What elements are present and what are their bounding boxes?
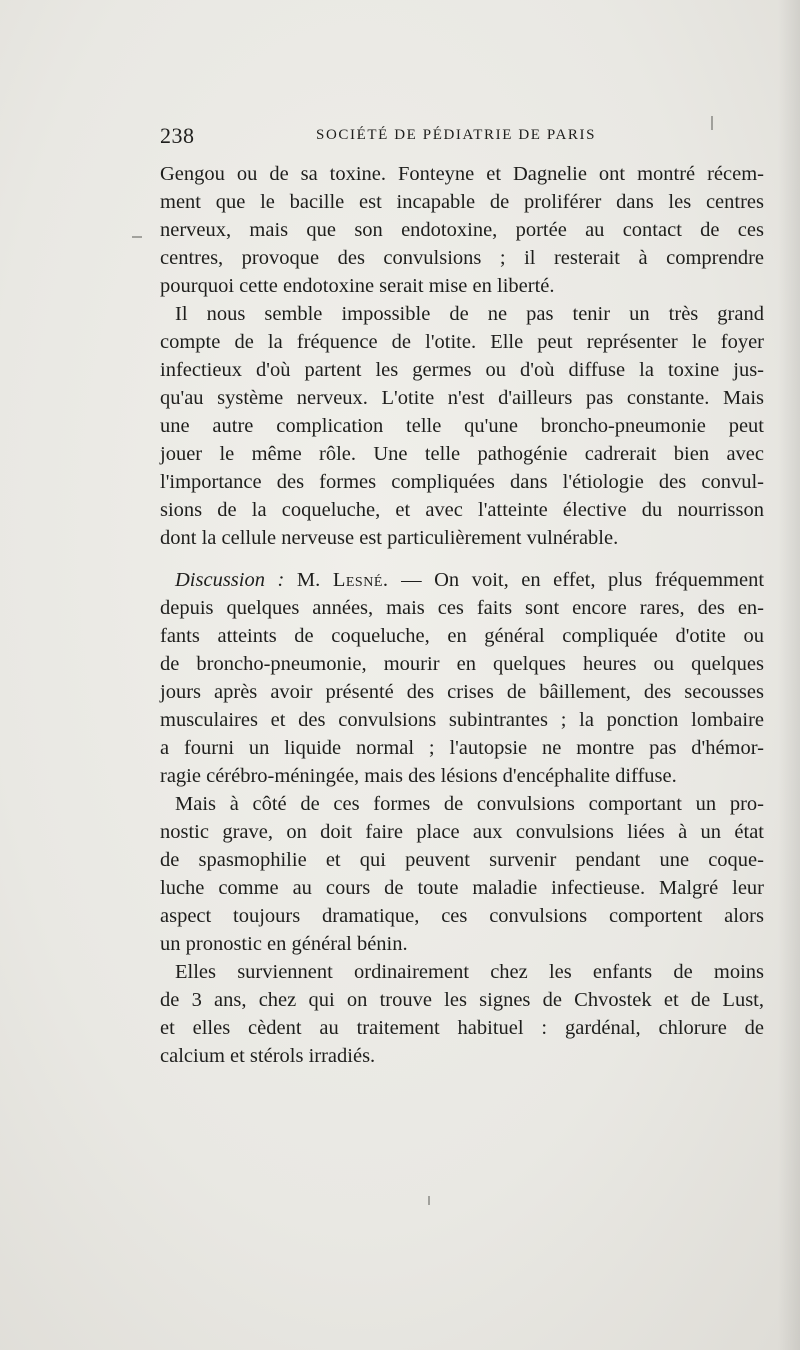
text-line: nostic grave, on doit faire place aux convulsions liées à un état (160, 821, 764, 843)
paragraph (160, 790, 764, 958)
text-line: Il nous semble impossible de ne pas tenir un très grand (175, 303, 764, 325)
text-line: a fourni un liquide normal ; l'autopsie ne montre pas d'hémor- (160, 737, 764, 759)
running-head (160, 123, 760, 153)
body-text (160, 160, 764, 1070)
text-line: Elles surviennent ordinairement chez les enfants de moins (175, 961, 764, 983)
running-title: SOCIÉTÉ DE PÉDIATRIE DE PARIS (316, 127, 597, 143)
text-line: nerveux, mais que son endotoxine, portée au contact de ces (160, 219, 764, 241)
paragraph (160, 300, 764, 552)
text-line: aspect toujours dramatique, ces convulsions comportent alors (160, 905, 764, 927)
paragraph (160, 160, 764, 300)
text-line: centres, provoque des convulsions ; il resterait à comprendre (160, 247, 764, 269)
discussion-first-line-rest: — On voit, en effet, plus fréquemment (401, 569, 765, 591)
scan-speck (132, 236, 142, 238)
text-line: de 3 ans, chez qui on trouve les signes de Chvostek et de Lust, (160, 989, 764, 1011)
discussion-paragraph (160, 566, 764, 790)
text-line: ment que le bacille est incapable de proliférer dans les centres (160, 191, 764, 213)
text-line: depuis quelques années, mais ces faits sont encore rares, des en- (160, 597, 764, 619)
text-line: qu'au système nerveux. L'otite n'est d'ailleurs pas constante. Mais (160, 387, 764, 409)
text-line: calcium et stérols irradiés. (160, 1045, 376, 1067)
text-line: sions de la coqueluche, et avec l'atteinte élective du nourrisson (160, 499, 764, 521)
speaker-prefix: M. (296, 569, 321, 591)
text-line: une autre complication telle qu'une broncho-pneumonie peut (160, 415, 764, 437)
page-edge-shadow (778, 0, 800, 1350)
text-line: dont la cellule nerveuse est particulièrement vulnérable. (160, 527, 619, 549)
text-line: Mais à côté de ces formes de convulsions comportant un pro- (175, 793, 764, 815)
text-line: de spasmophilie et qui peuvent survenir pendant une coque- (160, 849, 764, 871)
speaker-name: Lesné. (332, 569, 389, 591)
text-line: compte de la fréquence de l'otite. Elle peut représenter le foyer (160, 331, 764, 353)
text-line: l'importance des formes compliquées dans l'étiologie des convul- (160, 471, 764, 493)
paragraph (160, 958, 764, 1070)
discussion-label: Discussion : (175, 569, 285, 591)
text-line: Gengou ou de sa toxine. Fonteyne et Dagnelie ont montré récem- (160, 163, 764, 185)
text-line: un pronostic en général bénin. (160, 933, 408, 955)
discussion-first-line (160, 566, 764, 594)
text-line: de broncho-pneumonie, mourir en quelques heures ou quelques (160, 653, 764, 675)
text-line: et elles cèdent au traitement habituel : gardénal, chlorure de (160, 1017, 764, 1039)
paragraph-gap (160, 552, 764, 566)
text-line: jouer le même rôle. Une telle pathogénie cadrerait bien avec (160, 443, 764, 465)
text-line: pourquoi cette endotoxine serait mise en liberté. (160, 275, 555, 297)
page-number: 238 (160, 123, 195, 148)
text-line: ragie cérébro-méningée, mais des lésions d'encéphalite diffuse. (160, 765, 677, 787)
scan-speck (428, 1196, 430, 1205)
text-line: infectieux d'où partent les germes ou d'où diffuse la toxine jus- (160, 359, 764, 381)
text-line: fants atteints de coqueluche, en général compliquée d'otite ou (160, 625, 764, 647)
text-line: jours après avoir présenté des crises de bâillement, des secousses (160, 681, 764, 703)
text-line: luche comme au cours de toute maladie infectieuse. Malgré leur (160, 877, 764, 899)
text-line: musculaires et des convulsions subintrantes ; la ponction lombaire (160, 709, 764, 731)
